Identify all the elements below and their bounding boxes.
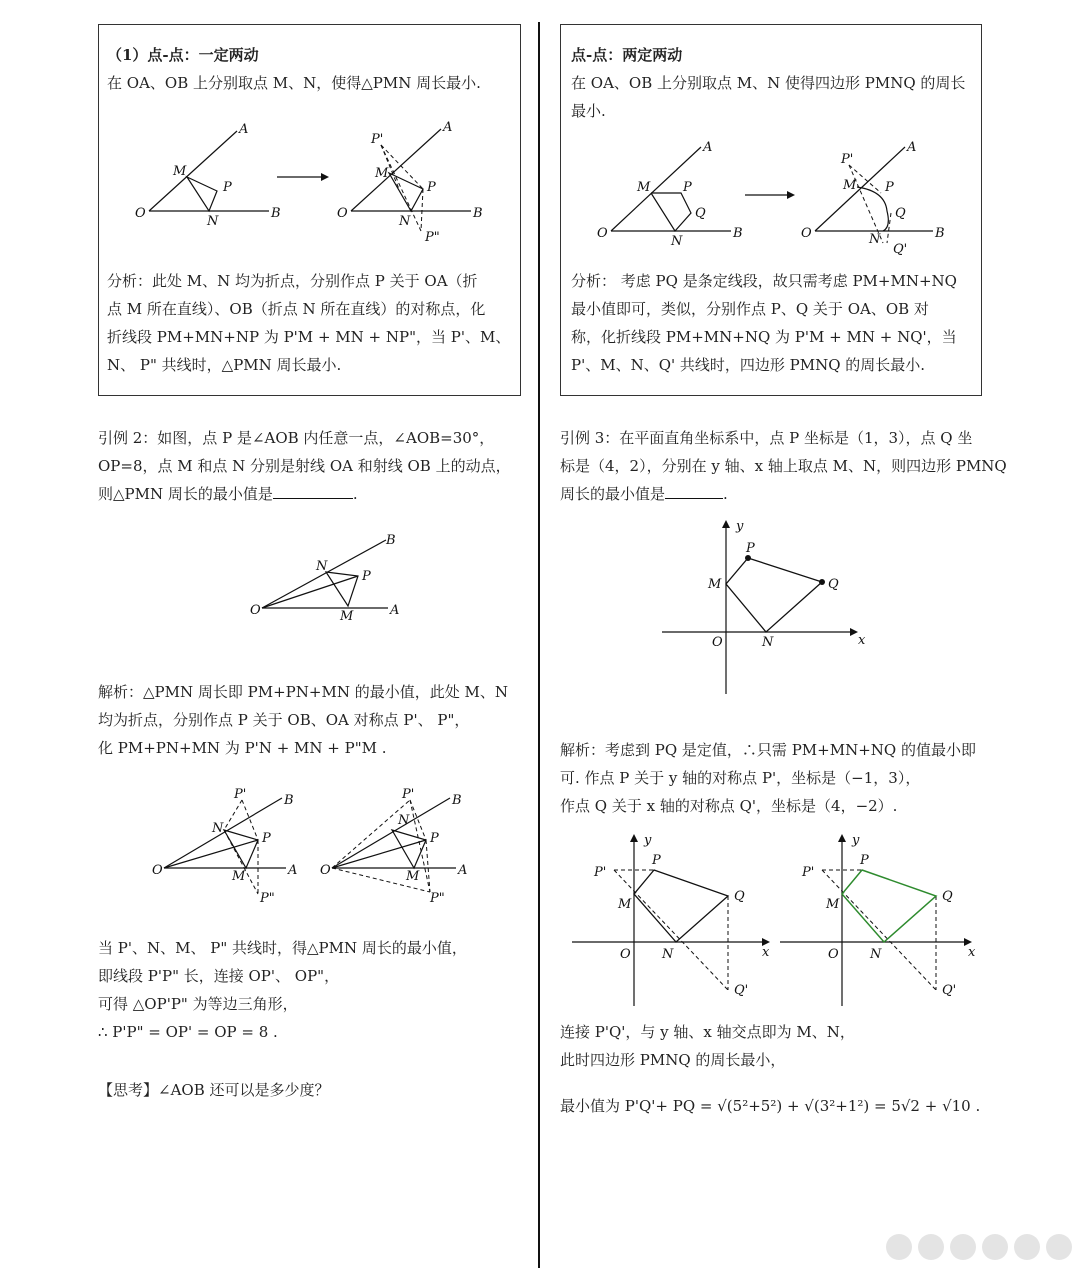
b2f1-label-M: M — [637, 180, 651, 195]
dot-4 — [982, 1234, 1008, 1260]
box2-desc-2: 最小. — [571, 102, 606, 120]
think-question: 【思考】∠AOB 还可以是多少度？ — [98, 1081, 330, 1099]
box2-figure — [561, 131, 981, 281]
ex2-label-P: P — [362, 569, 371, 584]
box2-analysis-1: 分析： 考虑 PQ 是条定线段，故只需考虑 PM+MN+NQ — [571, 272, 957, 290]
fig1-label-N: N — [207, 214, 219, 229]
figB-label-P2: P" — [430, 891, 445, 906]
fig1-label-O: O — [135, 206, 146, 221]
answer-blank[interactable] — [665, 484, 723, 499]
right-solution-3: 作点 Q 关于 x 轴的对称点 Q'，坐标是（4，−2）. — [560, 797, 898, 815]
left-conclusion-4: ∴ P'P" = OP' = OP = 8 . — [98, 1023, 278, 1041]
figD-label-O: O — [828, 947, 839, 962]
right-solution-2: 可. 作点 P 关于 y 轴的对称点 P'，坐标是（−1，3）， — [560, 769, 921, 787]
figC-label-P1: P' — [594, 865, 607, 880]
right-conclusion-2: 此时四边形 PMNQ 的周长最小， — [560, 1051, 786, 1069]
b2f1-label-O: O — [597, 226, 608, 241]
fig2-label-B: B — [473, 206, 483, 221]
figC-label-N: N — [662, 947, 674, 962]
example2-last-line: 则△PMN 周长的最小值是 — [98, 485, 273, 503]
ex3-label-x: x — [858, 633, 866, 648]
figC-label-M: M — [618, 897, 632, 912]
box1-analysis-3: 折线段 PM+MN+NP 为 P'M + MN + NP"，当 P'、M、 — [107, 328, 511, 346]
figA-label-M: M — [232, 869, 246, 884]
box1-desc: 在 OA、OB 上分别取点 M、N，使得△PMN 周长最小. — [107, 74, 481, 92]
fig2-label-N: N — [399, 214, 411, 229]
figA-label-A: A — [288, 863, 298, 878]
example2-line-1: 引例 2：如图，点 P 是∠AOB 内任意一点，∠AOB=30°， — [98, 429, 495, 447]
ex3-label-P: P — [746, 541, 755, 556]
box1-title: （1）点-点：一定两动 — [107, 46, 259, 64]
box2-analysis-2: 最小值即可，类似，分别作点 P、Q 关于 OA、OB 对 — [571, 300, 929, 318]
figD-label-Q: Q — [942, 889, 953, 904]
b2f2-label-P: P — [885, 180, 894, 195]
figC-label-y: y — [644, 833, 652, 848]
figD-label-Q1: Q' — [942, 983, 957, 998]
ex2-label-N: N — [316, 559, 328, 574]
b2f2-label-Q1: Q' — [893, 242, 908, 257]
figC-label-O: O — [620, 947, 631, 962]
box2-title: 点-点：两定两动 — [571, 46, 683, 64]
ex3-label-N: N — [762, 635, 774, 650]
column-divider — [538, 22, 540, 1268]
dot-1 — [886, 1234, 912, 1260]
dot-6 — [1046, 1234, 1072, 1260]
right-solution-1: 解析：考虑到 PQ 是定值，∴只需 PM+MN+NQ 的值最小即 — [560, 741, 976, 759]
figD-label-P1: P' — [802, 865, 815, 880]
figB-label-N: N — [398, 813, 410, 828]
ex2-label-B: B — [386, 533, 396, 548]
example3-coordinate-figure — [656, 516, 876, 698]
example2-line-3 — [98, 484, 358, 504]
left-solution-3: 化 PM+PN+MN 为 P'N + MN + P"M . — [98, 739, 387, 757]
b2f1-label-P: P — [683, 180, 692, 195]
method-box-two-fixed-two-moving — [560, 24, 982, 396]
ex3-label-Q: Q — [828, 577, 839, 592]
box1-analysis-1: 分析：此处 M、N 均为折点，分别作点 P 关于 OA（折 — [107, 272, 478, 290]
b2f2-label-Q: Q — [895, 206, 906, 221]
ex2-label-M: M — [340, 609, 354, 624]
fig2-label-O: O — [337, 206, 348, 221]
fig2-label-P: P — [427, 180, 436, 195]
box2-desc-1: 在 OA、OB 上分别取点 M、N 使得四边形 PMNQ 的周长 — [571, 74, 966, 92]
min-value-formula: 最小值为 P'Q'+ PQ = √(5²+5²) + √(3²+1²) = 5√2 + √10 . — [560, 1097, 981, 1115]
fig2-label-M: M — [375, 166, 389, 181]
b2f2-label-P1: P' — [841, 152, 854, 167]
ex2-label-A: A — [390, 603, 400, 618]
ex3-label-M: M — [708, 577, 722, 592]
left-solution-figures — [146, 782, 486, 912]
example3-period: . — [723, 485, 728, 503]
example2-line-2: OP=8，点 M 和点 N 分别是射线 OA 和射线 OB 上的动点， — [98, 457, 511, 475]
figB-label-M: M — [406, 869, 420, 884]
ex2-label-O: O — [250, 603, 261, 618]
example3-line-1: 引例 3：在平面直角坐标系中，点 P 坐标是（1，3），点 Q 坐 — [560, 429, 973, 447]
example2-period: . — [352, 485, 358, 503]
b2f1-label-N: N — [671, 234, 683, 249]
left-solution-1: 解析：△PMN 周长即 PM+PN+MN 的最小值，此处 M、N — [98, 683, 508, 701]
figB-label-B: B — [452, 793, 462, 808]
figA-label-P1: P' — [234, 787, 247, 802]
b2f2-label-B: B — [935, 226, 945, 241]
fig1-label-A: A — [239, 122, 249, 137]
figD-label-M: M — [826, 897, 840, 912]
example3-line-3 — [560, 484, 728, 504]
figB-label-A: A — [458, 863, 468, 878]
dot-3 — [950, 1234, 976, 1260]
fig2-label-P2: P" — [425, 230, 440, 245]
b2f2-label-N: N — [869, 232, 881, 247]
ex3-label-y: y — [736, 519, 744, 534]
dot-2 — [918, 1234, 944, 1260]
figA-label-B: B — [284, 793, 294, 808]
fig2-label-P1: P' — [371, 132, 384, 147]
left-conclusion-3: 可得 △OP'P" 为等边三角形， — [98, 995, 298, 1013]
figB-label-P: P — [430, 831, 439, 846]
right-conclusion-1: 连接 P'Q'，与 y 轴、x 轴交点即为 M、N， — [560, 1023, 855, 1041]
example2-figure — [240, 528, 420, 628]
b2f1-label-A: A — [703, 140, 713, 155]
figA-label-O: O — [152, 863, 163, 878]
fig2-label-A: A — [443, 120, 453, 135]
figA-label-N: N — [212, 821, 224, 836]
figC-label-P: P — [652, 853, 661, 868]
right-solution-figures — [566, 830, 986, 1010]
box1-analysis-4: N、 P" 共线时，△PMN 周长最小. — [107, 356, 342, 374]
dot-5 — [1014, 1234, 1040, 1260]
fig1-label-P: P — [223, 180, 232, 195]
left-conclusion-2: 即线段 P'P" 长，连接 OP'、 OP"， — [98, 967, 340, 985]
b2f1-label-Q: Q — [695, 206, 706, 221]
figC-label-Q1: Q' — [734, 983, 749, 998]
method-box-one-fixed-two-moving — [98, 24, 521, 396]
box2-analysis-3: 称，化折线段 PM+MN+NQ 为 P'M + MN + NQ'，当 — [571, 328, 957, 346]
figB-label-P1: P' — [402, 787, 415, 802]
figD-label-x: x — [968, 945, 976, 960]
left-solution-2: 均为折点，分别作点 P 关于 OB、OA 对称点 P'、 P"， — [98, 711, 470, 729]
left-conclusion-1: 当 P'、N、M、 P" 共线时，得△PMN 周长的最小值， — [98, 939, 467, 957]
b2f2-label-A: A — [907, 140, 917, 155]
answer-blank[interactable] — [273, 484, 353, 499]
example3-last-line: 周长的最小值是 — [560, 485, 666, 503]
figB-label-O: O — [320, 863, 331, 878]
figA-label-P2: P" — [260, 891, 275, 906]
example3-line-2: 标是（4，2），分别在 y 轴、x 轴上取点 M、N，则四边形 PMNQ — [560, 457, 1007, 475]
figA-label-P: P — [262, 831, 271, 846]
figC-label-x: x — [762, 945, 770, 960]
figD-label-N: N — [870, 947, 882, 962]
figD-label-P: P — [860, 853, 869, 868]
figD-label-y: y — [852, 833, 860, 848]
fig1-label-B: B — [271, 206, 281, 221]
box1-figure — [99, 105, 519, 275]
ex3-label-O: O — [712, 635, 723, 650]
page-dots — [886, 1234, 1072, 1260]
b2f2-label-O: O — [801, 226, 812, 241]
b2f1-label-B: B — [733, 226, 743, 241]
box2-analysis-4: P'、M、N、Q' 共线时，四边形 PMNQ 的周长最小. — [571, 356, 926, 374]
figC-label-Q: Q — [734, 889, 745, 904]
fig1-label-M: M — [173, 164, 187, 179]
b2f2-label-M: M — [843, 178, 857, 193]
box1-analysis-2: 点 M 所在直线）、OB（折点 N 所在直线）的对称点，化 — [107, 300, 486, 318]
